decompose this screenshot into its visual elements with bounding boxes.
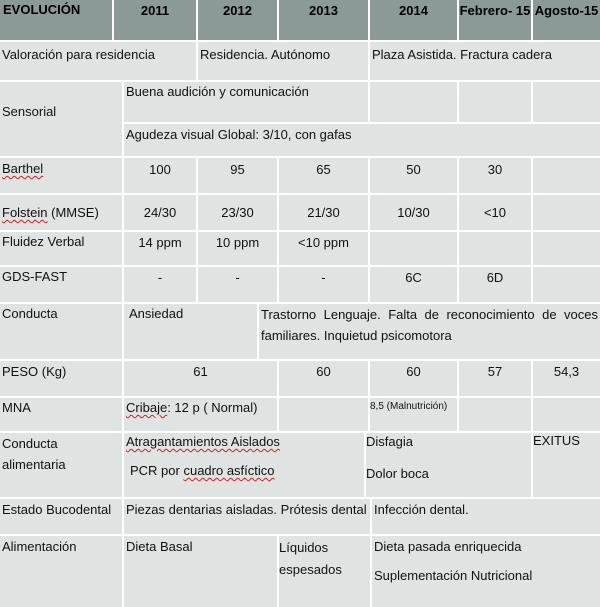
folstein-label-suffix: (MMSE)	[47, 205, 99, 220]
fluidez-feb15	[459, 232, 531, 265]
gds-2012: -	[198, 267, 277, 302]
row-label-barthel: Barthel	[0, 158, 122, 193]
gds-2013: -	[279, 267, 368, 302]
valoracion-2014: Plaza Asistida. Fractura cadera	[370, 42, 600, 80]
folstein-label-name: Folstein	[2, 205, 48, 220]
row-label-alimentacion: Alimentación	[0, 536, 122, 607]
row-label-conducta-alimentaria: Conducta alimentaria	[0, 433, 122, 497]
fluidez-ago15	[533, 232, 600, 265]
bucodental-2014: Infección dental.	[372, 499, 600, 534]
folstein-2013: 21/30	[279, 195, 368, 230]
row-label-peso: PESO (Kg)	[0, 361, 122, 396]
header-year-ago15: Agosto-15	[533, 0, 600, 40]
cuadro-asfictico-text: cuadro asfíctico	[183, 463, 275, 478]
row-label-mna: MNA	[0, 398, 122, 431]
peso-feb15: 57	[459, 361, 531, 396]
fluidez-2011: 14 ppm	[124, 232, 196, 265]
mna-ago15	[533, 398, 600, 431]
header-year-2014: 2014	[370, 0, 457, 40]
folstein-ago15	[533, 195, 600, 230]
atragantamientos-text: Atragantamientos Aislados	[126, 434, 280, 449]
pcr-line	[126, 463, 362, 478]
barthel-feb15: 30	[459, 158, 531, 193]
header-year-2011: 2011	[114, 0, 196, 40]
header-year-2013: 2013	[279, 0, 368, 40]
folstein-2012: 23/30	[198, 195, 277, 230]
barthel-2013: 65	[279, 158, 368, 193]
fluidez-2013: <10 ppm	[279, 232, 368, 265]
barthel-2012: 95	[198, 158, 277, 193]
bucodental-2011: Piezas dentarias aisladas. Prótesis dental	[124, 499, 370, 534]
conducta-2011: Ansiedad	[124, 304, 257, 359]
gds-2011: -	[124, 267, 196, 302]
conducta-2012: Trastorno Lenguaje. Falta de reconocimiento de voces familiares. Inquietud psicomotora	[259, 304, 600, 359]
mna-2013	[279, 398, 368, 431]
fluidez-2012: 10 ppm	[198, 232, 277, 265]
sensorial-agudeza: Agudeza visual Global: 3/10, con gafas	[124, 124, 600, 156]
row-label-sensorial: Sensorial	[0, 82, 122, 156]
folstein-feb15: <10	[459, 195, 531, 230]
mna-2014: 8,5 (Malnutrición)	[370, 398, 457, 431]
gds-ago15	[533, 267, 600, 302]
peso-2014: 60	[370, 361, 457, 396]
sensorial-audicion: Buena audición y comunicación	[124, 82, 368, 122]
conducta-alimentaria-exitus: EXITUS	[533, 433, 600, 497]
sensorial-empty-ago15	[533, 82, 600, 122]
peso-2011: 61	[124, 361, 277, 396]
folstein-2011: 24/30	[124, 195, 196, 230]
barthel-2011: 100	[124, 158, 196, 193]
mna-2011	[124, 398, 277, 431]
peso-ago15: 54,3	[533, 361, 600, 396]
folstein-2014: 10/30	[370, 195, 457, 230]
sensorial-empty-2014	[370, 82, 457, 122]
pcr-text: PCR por	[130, 463, 184, 478]
peso-2013: 60	[279, 361, 368, 396]
header-year-feb15: Febrero- 15	[459, 0, 531, 40]
row-label-valoracion: Valoración para residencia	[0, 42, 196, 80]
alimentacion-2011: Dieta Basal	[124, 536, 277, 607]
conducta-alimentaria-2011	[124, 433, 364, 497]
row-label-bucodental: Estado Bucodental	[0, 499, 122, 534]
fluidez-2014	[370, 232, 457, 265]
valoracion-2012: Residencia. Autónomo	[198, 42, 368, 80]
barthel-ago15	[533, 158, 600, 193]
mna-cribaje: Cribaje	[126, 400, 168, 415]
dieta-pasada-text: Dieta pasada enriquecida	[374, 539, 522, 554]
suplementacion-text: Suplementación Nutricional	[374, 568, 533, 583]
header-year-2012: 2012	[198, 0, 277, 40]
alimentacion-2013: Líquidos espesados	[279, 536, 370, 607]
gds-feb15: 6D	[459, 267, 531, 302]
barthel-2014: 50	[370, 158, 457, 193]
conducta-alimentaria-2014	[366, 433, 531, 497]
gds-2014: 6C	[370, 267, 457, 302]
sensorial-empty-feb15	[459, 82, 531, 122]
row-label-fluidez: Fluidez Verbal	[0, 232, 122, 265]
row-label-folstein	[0, 195, 122, 230]
header-title: EVOLUCIÓN	[0, 0, 112, 40]
alimentacion-2014	[372, 536, 600, 607]
disfagia-text: Disfagia	[366, 434, 413, 449]
dolor-boca-text: Dolor boca	[366, 466, 429, 481]
mna-cribaje-value: : 12 p ( Normal)	[167, 400, 258, 415]
row-label-conducta: Conducta	[0, 304, 122, 359]
mna-feb15	[459, 398, 531, 431]
row-label-gds: GDS-FAST	[0, 267, 122, 302]
